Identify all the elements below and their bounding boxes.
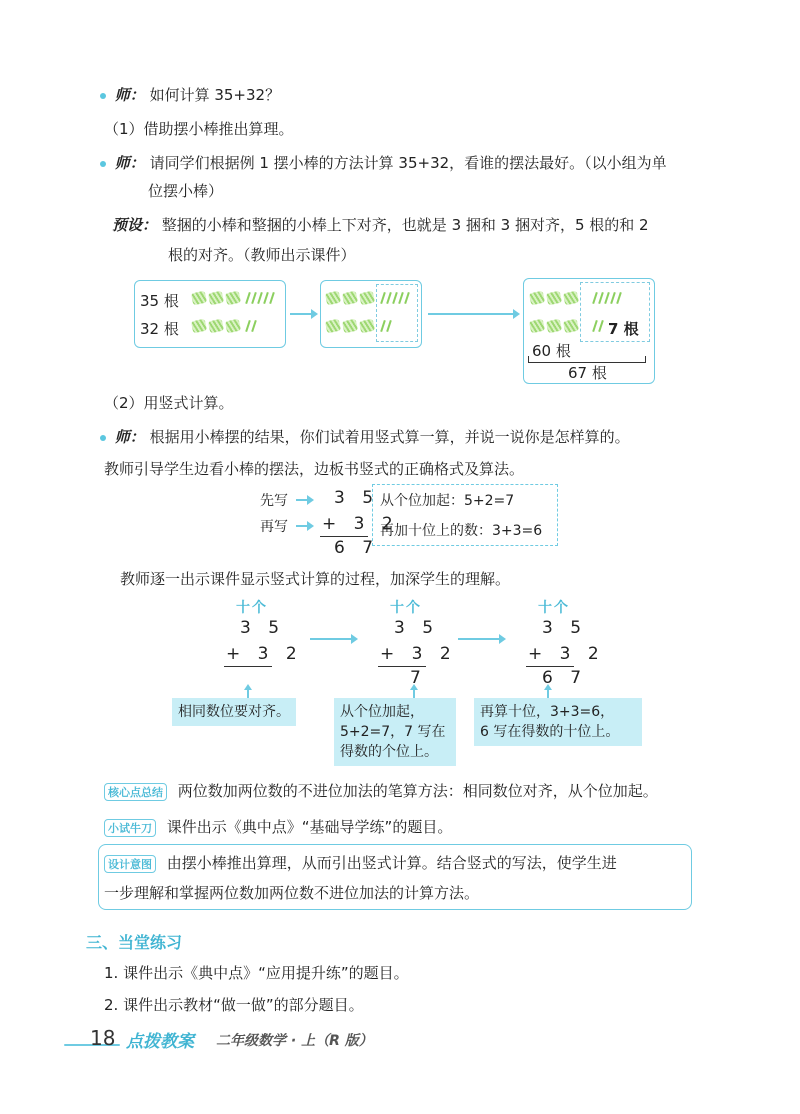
place-header-1: 十个: [236, 600, 268, 616]
design-intent-line2: 一步理解和掌握两位数加两位数不进位加法的计算方法。: [104, 884, 480, 902]
trial-practice: 小试牛刀 课件出示《典中点》“基础导学练”的题目。: [104, 816, 452, 837]
bullet-dot-icon: [100, 93, 106, 99]
caption-tens: 再算十位，3+3=6， 6 写在得数的十位上。: [474, 698, 642, 746]
summary-tag: 核心点总结: [104, 783, 167, 801]
arrow-right-icon: [296, 499, 312, 501]
brand-logo: 点拨教案: [126, 1032, 194, 1052]
preset-answer-cont: 根的对齐。（教师出示课件）: [168, 246, 356, 264]
step-2-heading: （2）用竖式计算。: [104, 394, 234, 412]
teacher-guide: 教师引导学生边看小棒的摆法，边板书竖式的正确格式及算法。: [104, 460, 525, 478]
bullet-dot-icon: [100, 161, 106, 167]
addend-top: 3 5: [334, 488, 380, 508]
preset-answer: 预设： 整捆的小棒和整捆的小棒上下对齐，也就是 3 捆和 3 捆对齐，5 根的和 2: [112, 216, 649, 234]
book-subtitle: 二年级数学 · 上（R 版）: [216, 1033, 373, 1049]
step1-line: [224, 666, 272, 667]
arrow-right-icon: [428, 313, 518, 315]
label-then: 再写: [260, 519, 288, 535]
step2-result: 7: [410, 668, 427, 688]
trial-tag: 小试牛刀: [104, 819, 156, 837]
practice-item-1: 1. 课件出示《典中点》“应用提升练”的题目。: [104, 964, 409, 982]
design-tag: 设计意图: [104, 855, 156, 873]
step3-top: 3 5: [542, 618, 588, 638]
arrow-right-icon: [290, 313, 316, 315]
sum-line: [320, 536, 368, 537]
label-35: 35 根: [140, 292, 179, 310]
step3-plus: + 3 2: [528, 644, 605, 664]
note-ones: 从个位加起：5+2=7: [380, 493, 515, 509]
arrow-right-icon: [458, 638, 504, 640]
courseware-process: 教师逐一出示课件显示竖式计算的过程，加深学生的理解。: [120, 570, 511, 588]
teacher-question-1: 师： 如何计算 35+32？: [100, 84, 280, 105]
page-number: 18: [90, 1026, 116, 1050]
practice-item-2: 2. 课件出示教材“做一做”的部分题目。: [104, 996, 364, 1014]
label-60: 60 根: [532, 342, 571, 360]
label-32: 32 根: [140, 320, 179, 338]
step-1-heading: （1）借助摆小棒推出算理。: [104, 120, 294, 138]
label-first: 先写: [260, 493, 288, 509]
step2-plus: + 3 2: [380, 644, 457, 664]
note-tens: 再加十位上的数：3+3=6: [380, 523, 543, 539]
caption-ones: 从个位加起， 5+2=7，7 写在 得数的个位上。: [334, 698, 456, 766]
core-summary: 核心点总结 两位数加两位数的不进位加法的笔算方法：相同数位对齐，从个位加起。: [104, 780, 658, 801]
label-7: 7 根: [608, 320, 639, 338]
sum-result: 6 7: [334, 538, 380, 558]
teacher-vertical: 师： 根据用小棒摆的结果，你们试着用竖式算一算，并说一说你是怎样算的。: [100, 426, 630, 447]
step3-line: [526, 666, 574, 667]
section-3-title: 三、当堂练习: [86, 933, 183, 952]
design-intent-line1: 设计意图 由摆小棒推出算理，从而引出竖式计算。结合竖式的写法，使学生进: [104, 852, 617, 873]
arrow-right-icon: [310, 638, 356, 640]
addend-bottom: + 3 2: [322, 514, 399, 534]
step2-line: [378, 666, 426, 667]
step1-top: 3 5: [240, 618, 286, 638]
teacher-instruction: 师： 请同学们根据例 1 摆小棒的方法计算 35+32，看谁的摆法最好。（以小组为单: [100, 152, 667, 173]
teacher-instruction-cont: 位摆小棒）: [148, 182, 224, 200]
step3-result: 6 7: [542, 668, 588, 688]
step2-top: 3 5: [394, 618, 440, 638]
step1-plus: + 3 2: [226, 644, 303, 664]
label-67: 67 根: [568, 364, 607, 382]
place-header-2: 十个: [390, 600, 422, 616]
caption-align: 相同数位要对齐。: [172, 698, 296, 726]
arrow-right-icon: [296, 525, 312, 527]
place-header-3: 十个: [538, 600, 570, 616]
bullet-dot-icon: [100, 435, 106, 441]
